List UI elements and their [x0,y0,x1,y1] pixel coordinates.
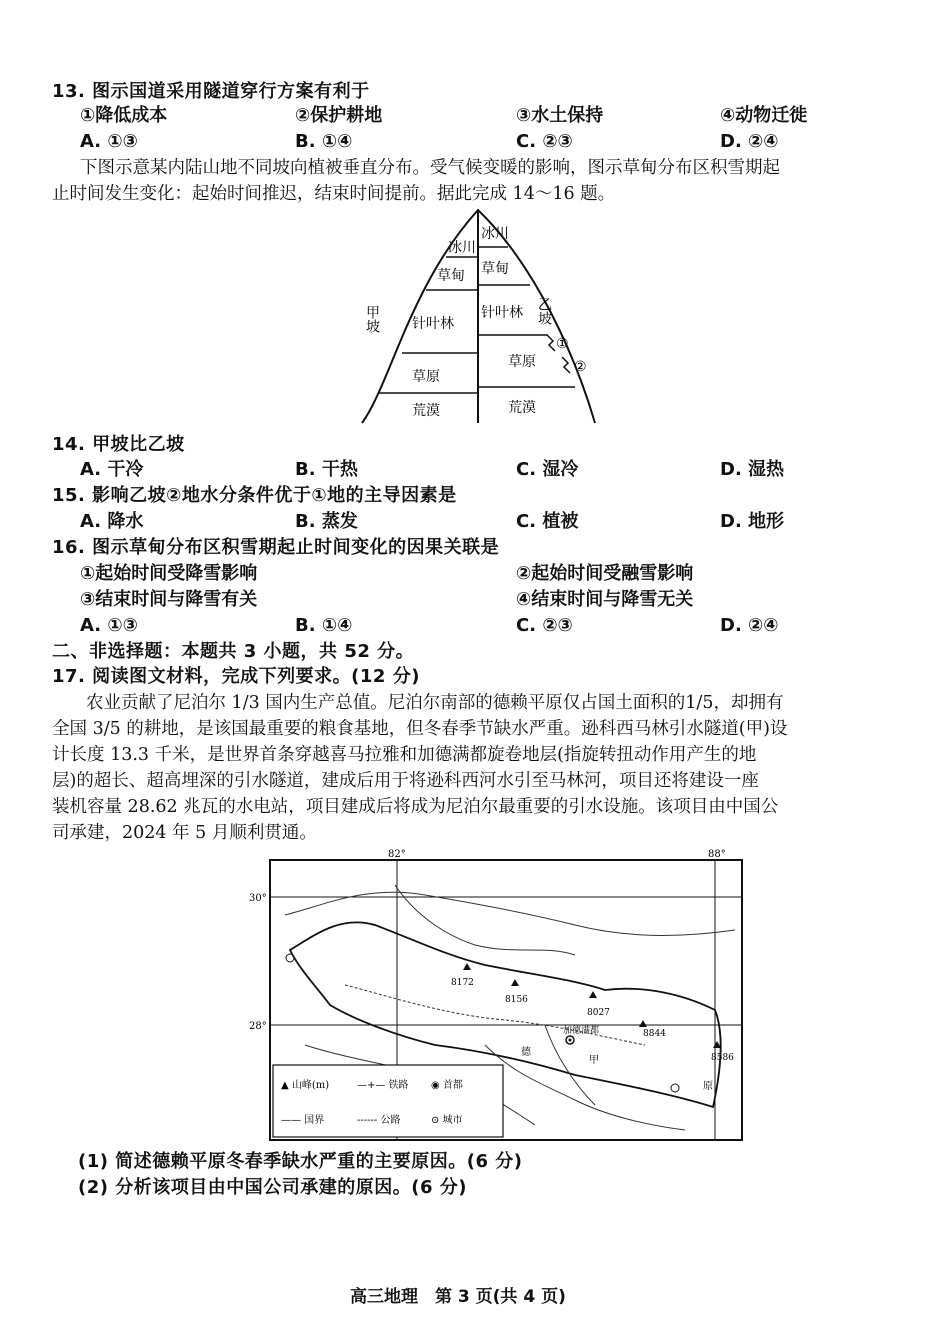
left-zone-grassland: 草原 [412,369,440,385]
right-zone-desert: 荒漠 [508,400,536,416]
q13-option-b: B. ①④ [295,131,353,152]
q15-option-a: A. 降水 [80,511,144,532]
q17-line-2: 全国 3/5 的耕地，是该国最重要的粮食基地，但冬春季节缺水严重。逊科西马林引水隧道(甲)设 [52,719,788,739]
q14-option-d: D. 湿热 [720,459,785,480]
q16-option-a: A. ①③ [80,615,138,636]
q17-paragraph [52,690,912,846]
q13-item-1: ①降低成本 [80,105,168,126]
q13-item-4: ④动物迁徙 [720,105,808,126]
page-footer: 高三地理 第 3 页(共 4 页) [350,1287,566,1307]
peak-8586: 8586 [711,1053,734,1063]
map-label-de: 德 [521,1047,531,1058]
right-zone-grassland: 草原 [508,354,536,370]
legend-peak: ▲ 山峰(m) [281,1080,330,1091]
left-zone-meadow: 草甸 [437,268,465,284]
right-zone-meadow: 草甸 [481,261,509,277]
lon-88: 88° [708,849,726,860]
marker-2: ② [574,359,587,375]
q16-option-c: C. ②③ [516,615,573,636]
vegetation-diagram [350,205,610,427]
peak-8844: 8844 [643,1029,666,1039]
legend-capital: ◉ 首都 [431,1080,463,1091]
q14-option-b: B. 干热 [295,459,358,480]
capital-label: 加德满都 [563,1026,600,1036]
right-slope-label: 乙坡 [536,297,552,325]
map-label-yuan: 原 [703,1081,713,1092]
legend-city: ⊙ 城市 [431,1115,463,1126]
q16-item-4: ④结束时间与降雪无关 [516,589,694,610]
q15-option-c: C. 植被 [516,511,579,532]
legend-railway: —+— 铁路 [357,1080,409,1091]
q13-option-d: D. ②④ [720,131,779,152]
q16-option-d: D. ②④ [720,615,779,636]
left-zone-forest: 针叶林 [412,316,454,332]
q16-item-3: ③结束时间与降雪有关 [80,589,258,610]
q17-line-6: 司承建，2024 年 5 月顺利贯通。 [52,823,317,843]
q17-stem: 17. 阅读图文材料，完成下列要求。(12 分) [52,666,420,687]
q13-option-a: A. ①③ [80,131,138,152]
q13-item-2: ②保护耕地 [295,105,383,126]
peak-8027: 8027 [587,1008,610,1018]
nepal-map [245,845,750,1145]
left-zone-desert: 荒漠 [412,403,440,419]
q13-item-3: ③水土保持 [516,105,604,126]
intro-paragraph [52,155,912,207]
q17-line-5: 装机容量 28.62 兆瓦的水电站，项目建成后将成为尼泊尔最重要的引水设施。该项目由中国公 [52,797,779,817]
q17-line-1: 农业贡献了尼泊尔 1/3 国内生产总值。尼泊尔南部的德赖平原仅占国土面积的1/5，却拥有 [86,693,784,713]
section-heading: 二、非选择题：本题共 3 小题，共 52 分。 [52,641,415,662]
q16-item-2: ②起始时间受融雪影响 [516,563,694,584]
q15-stem: 15. 影响乙坡②地水分条件优于①地的主导因素是 [52,485,457,506]
q14-stem: 14. 甲坡比乙坡 [52,434,185,455]
q16-option-b: B. ①④ [295,615,353,636]
legend-road: ------ 公路 [357,1115,401,1126]
q16-stem: 16. 图示草甸分布区积雪期起止时间变化的因果关联是 [52,537,500,558]
intro-line-1: 下图示意某内陆山地不同坡向植被垂直分布。受气候变暖的影响，图示草甸分布区积雪期起 [80,158,780,178]
right-zone-glacier: 冰川 [481,226,509,242]
map-label-jia: 甲 [589,1055,599,1066]
q15-option-b: B. 蒸发 [295,511,358,532]
q13-option-c: C. ②③ [516,131,573,152]
peak-8156: 8156 [505,995,528,1005]
lon-82: 82° [388,849,406,860]
marker-1: ① [556,336,569,352]
lat-30: 30° [249,893,267,904]
q14-option-a: A. 干冷 [80,459,144,480]
peak-8172: 8172 [451,978,474,988]
q17-line-3: 计长度 13.3 千米，是世界首条穿越喜马拉雅和加德满都旋卷地层(指旋转扭动作用产生的地 [52,745,757,765]
q17-line-4: 层)的超长、超高埋深的引水隧道，建成后用于将逊科西河水引至马林河，项目还将建设一座 [52,771,759,791]
left-slope-label: 甲坡 [364,305,380,333]
q13-stem: 13. 图示国道采用隧道穿行方案有利于 [52,81,370,102]
right-zone-forest: 针叶林 [481,305,523,321]
intro-line-2: 止时间发生变化：起始时间推迟，结束时间提前。据此完成 14～16 题。 [52,184,616,204]
q17-sub2: (2) 分析该项目由中国公司承建的原因。(6 分) [78,1177,467,1198]
q15-option-d: D. 地形 [720,511,785,532]
q16-item-1: ①起始时间受降雪影响 [80,563,258,584]
left-zone-glacier: 冰川 [448,240,476,256]
q14-option-c: C. 湿冷 [516,459,579,480]
legend-border: —— 国界 [281,1115,325,1126]
q17-sub1: (1) 简述德赖平原冬春季缺水严重的主要原因。(6 分) [78,1151,523,1172]
lat-28: 28° [249,1021,267,1032]
